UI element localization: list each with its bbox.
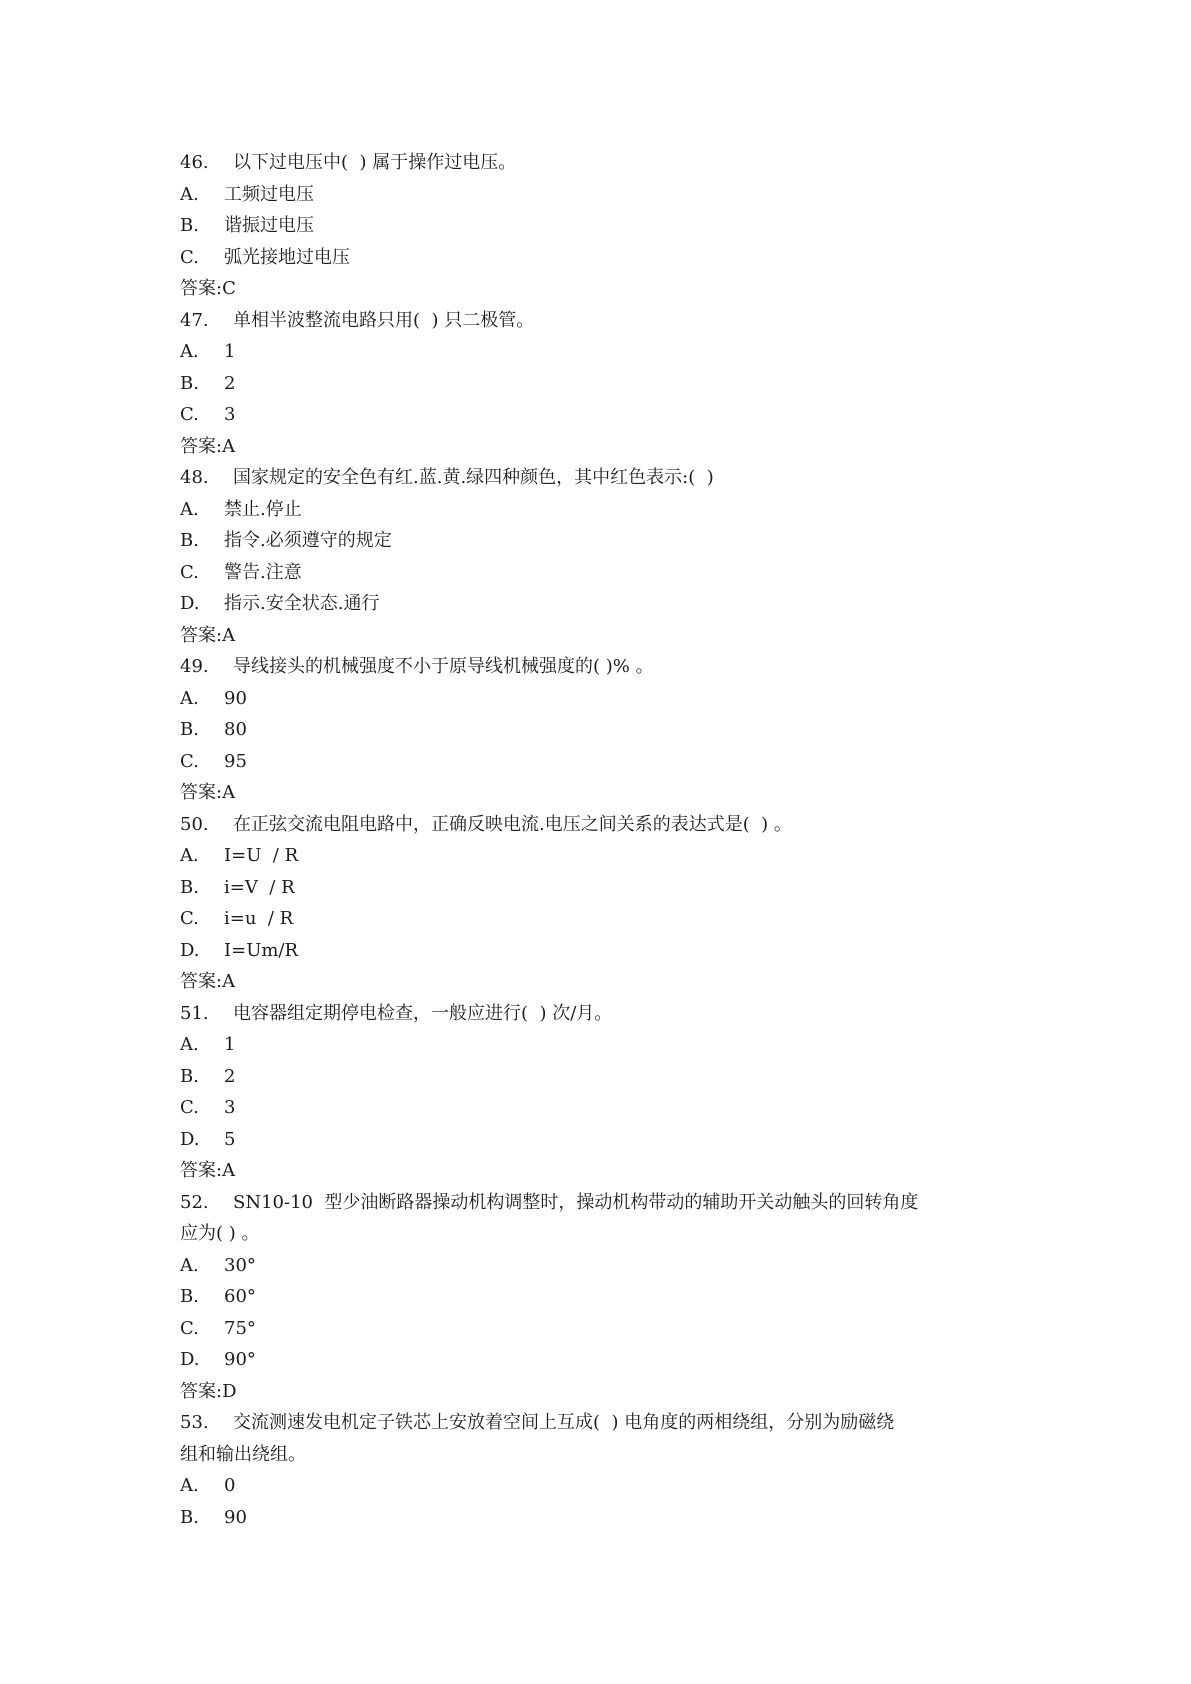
option-letter: A. (180, 845, 199, 866)
answer-option (180, 1502, 1022, 1534)
question-number: 50. (180, 813, 209, 835)
question-text: 在正弦交流电阻电路中，正确反映电流.电压之间关系的表达式是( ) 。 (233, 813, 792, 835)
answer-option (180, 714, 1022, 746)
question-block (180, 1407, 1022, 1533)
answer-option (180, 1124, 1022, 1156)
answer-option (180, 1313, 1022, 1345)
option-letter: D. (180, 939, 200, 961)
option-letter: B. (180, 719, 199, 740)
answer-option (180, 525, 1022, 557)
question-text: 以下过电压中( ) 属于操作过电压。 (233, 152, 517, 173)
question-list (180, 147, 1022, 1533)
option-letter: A. (180, 1475, 199, 1496)
answer-option (180, 557, 1022, 589)
option-text: 弧光接地过电压 (224, 246, 350, 268)
answer-option (180, 1344, 1022, 1376)
option-letter: C. (180, 750, 199, 772)
option-text: 1 (224, 341, 236, 362)
answer-key: 答案:C (180, 278, 236, 299)
option-letter: B. (180, 372, 199, 394)
question-stem (180, 809, 1022, 841)
question-text: 国家规定的安全色有红.蓝.黄.绿四种颜色，其中红色表示:( ) (233, 467, 714, 488)
option-text: i=u / R (224, 908, 294, 929)
answer-option (180, 935, 1022, 967)
question-text: 导线接头的机械强度不小于原导线机械强度的( )% 。 (233, 656, 654, 677)
answer-key: 答案:A (180, 1160, 236, 1181)
option-letter: C. (180, 908, 199, 929)
answer-key: 答案:A (180, 624, 236, 646)
answer-option (180, 368, 1022, 400)
option-letter: A. (180, 687, 199, 709)
question-stem (180, 651, 1022, 683)
option-letter: A. (180, 183, 199, 205)
answer-option (180, 1092, 1022, 1124)
option-text: 谐振过电压 (224, 215, 314, 236)
option-text: 1 (224, 1034, 236, 1055)
option-text: I=Um/R (224, 939, 299, 961)
answer-key: 答案:A (180, 435, 236, 457)
question-number: 49. (180, 656, 209, 677)
option-letter: C. (180, 1317, 199, 1339)
question-text: 电容器组定期停电检查，一般应进行( ) 次/月。 (233, 1002, 613, 1024)
option-text: 3 (224, 1097, 236, 1118)
option-text: 60° (224, 1286, 256, 1307)
question-block (180, 809, 1022, 998)
option-letter: B. (180, 876, 199, 898)
answer-option (180, 1250, 1022, 1282)
option-text: 90 (224, 1506, 247, 1528)
option-text: 30° (224, 1254, 256, 1276)
option-text: 2 (224, 1065, 236, 1087)
answer-key: 答案:D (180, 1380, 237, 1402)
option-letter: C. (180, 404, 199, 425)
question-number: 46. (180, 152, 209, 173)
question-block (180, 147, 1022, 305)
question-text: 交流测速发电机定子铁芯上安放着空间上互成( ) 电角度的两相绕组，分别为励磁绕 (233, 1412, 895, 1433)
answer-option (180, 746, 1022, 778)
question-text-continued: 应为( ) 。 (180, 1223, 260, 1244)
option-text: i=V / R (224, 876, 295, 898)
option-text: 指示.安全状态.通行 (224, 593, 380, 614)
answer-option (180, 1281, 1022, 1313)
answer-key: 答案:A (180, 971, 236, 992)
answer-option (180, 1029, 1022, 1061)
question-number: 51. (180, 1002, 209, 1024)
answer-option (180, 683, 1022, 715)
option-letter: A. (180, 1254, 199, 1276)
option-letter: A. (180, 498, 199, 520)
answer-option (180, 179, 1022, 211)
option-text: 指令.必须遵守的规定 (224, 530, 392, 551)
question-text: 单相半波整流电路只用( ) 只二极管。 (233, 309, 535, 331)
question-text: SN10-10 型少油断路器操动机构调整时，操动机构带动的辅助开关动触头的回转角度 (233, 1191, 919, 1213)
option-letter: A. (180, 341, 199, 362)
question-block (180, 305, 1022, 463)
answer-option (180, 242, 1022, 274)
answer-option (180, 840, 1022, 872)
answer-option (180, 399, 1022, 431)
answer-option (180, 210, 1022, 242)
option-letter: B. (180, 530, 199, 551)
question-stem (180, 462, 1022, 494)
option-letter: D. (180, 1128, 200, 1150)
option-letter: D. (180, 1349, 200, 1370)
option-letter: C. (180, 246, 199, 268)
question-block (180, 651, 1022, 809)
option-text: 90° (224, 1349, 256, 1370)
question-block (180, 1187, 1022, 1408)
option-text: 75° (224, 1317, 256, 1339)
answer-option (180, 494, 1022, 526)
option-text: 禁止.停止 (224, 498, 302, 520)
option-letter: D. (180, 593, 200, 614)
answer-option (180, 588, 1022, 620)
option-letter: B. (180, 1286, 199, 1307)
answer-option (180, 336, 1022, 368)
answer-option (180, 872, 1022, 904)
option-letter: B. (180, 1065, 199, 1087)
question-number: 52. (180, 1191, 209, 1213)
option-letter: B. (180, 215, 199, 236)
answer-option (180, 1061, 1022, 1093)
question-number: 53. (180, 1412, 209, 1433)
question-stem (180, 147, 1022, 179)
option-text: 95 (224, 750, 247, 772)
answer-option (180, 903, 1022, 935)
option-text: 2 (224, 372, 236, 394)
option-letter: C. (180, 1097, 199, 1118)
question-number: 48. (180, 467, 209, 488)
question-number: 47. (180, 309, 209, 331)
option-letter: B. (180, 1506, 199, 1528)
option-letter: A. (180, 1034, 199, 1055)
answer-option (180, 1470, 1022, 1502)
question-stem (180, 998, 1022, 1030)
option-text: 3 (224, 404, 236, 425)
option-text: 5 (224, 1128, 236, 1150)
option-text: 90 (224, 687, 247, 709)
answer-key: 答案:A (180, 782, 236, 803)
option-letter: C. (180, 561, 199, 583)
question-stem (180, 1187, 1022, 1219)
option-text: 80 (224, 719, 247, 740)
option-text: 警告.注意 (224, 561, 302, 583)
question-block (180, 462, 1022, 651)
option-text: I=U / R (224, 845, 299, 866)
question-block (180, 998, 1022, 1187)
question-stem (180, 305, 1022, 337)
option-text: 工频过电压 (224, 183, 314, 205)
question-text-continued: 组和输出绕组。 (180, 1443, 306, 1465)
option-text: 0 (224, 1475, 236, 1496)
question-stem (180, 1407, 1022, 1439)
